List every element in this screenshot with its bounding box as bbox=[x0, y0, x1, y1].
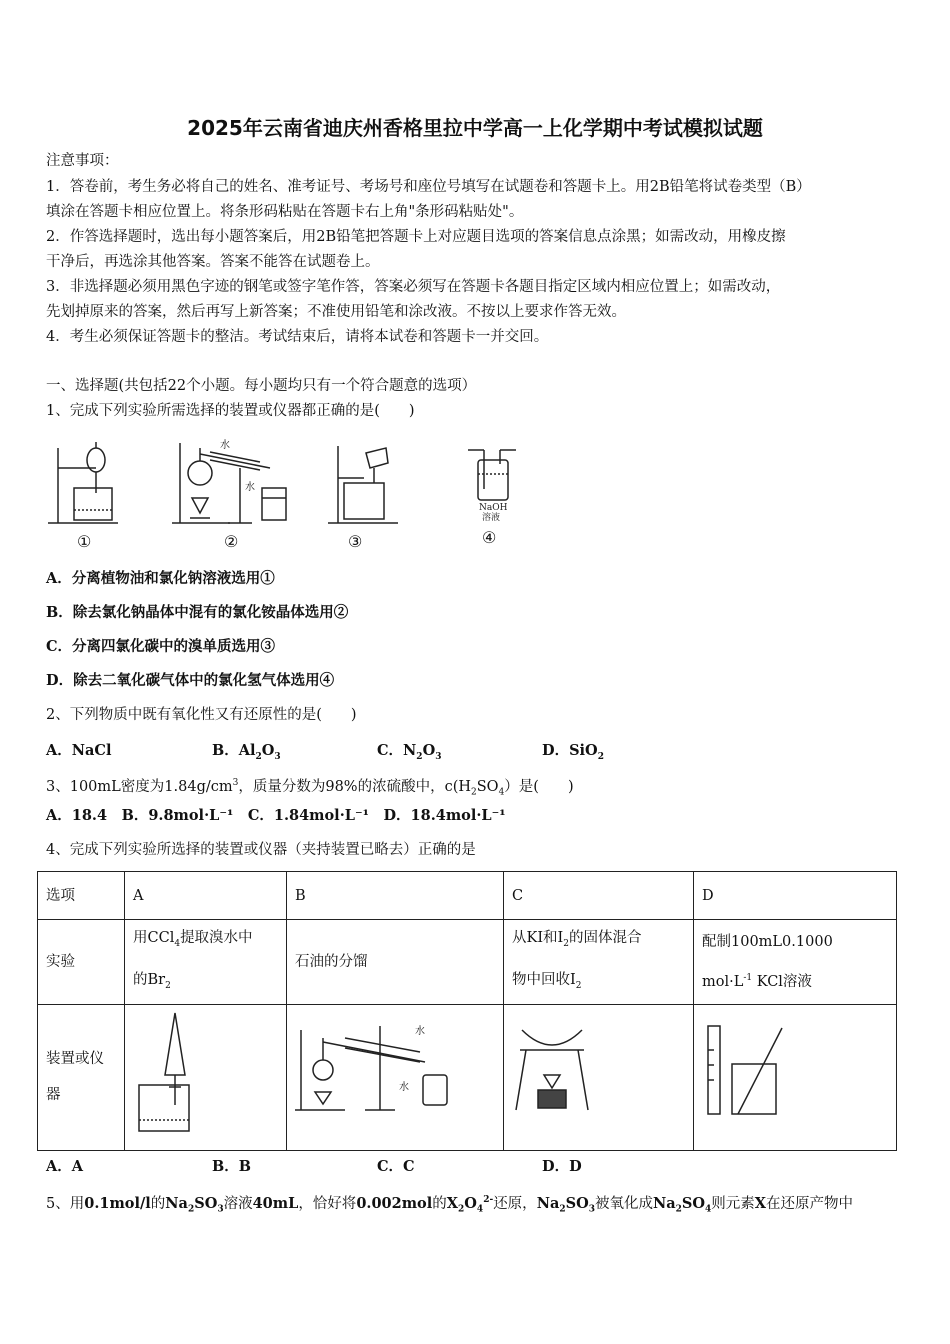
gas-washing-bottle-figure bbox=[460, 444, 524, 524]
evaporation-figure bbox=[326, 438, 406, 528]
separatory-funnel-figure bbox=[46, 438, 126, 528]
volumetric-figure bbox=[702, 1020, 792, 1120]
fig-water-label: 水 bbox=[220, 440, 230, 451]
table-cell bbox=[504, 1004, 694, 1150]
table-header-cell: D bbox=[694, 872, 897, 920]
table-header-cell: 选项 bbox=[38, 872, 125, 920]
table-cell: 装置或仪 器 bbox=[38, 1004, 125, 1150]
sublimation-figure bbox=[512, 1020, 592, 1120]
fig-naoh-label: NaOH bbox=[479, 503, 508, 513]
q1-option: D．除去二氧化碳气体中的氯化氢气体选用④ bbox=[46, 672, 335, 689]
q3-options: A．18.4 B．9.8mol·L⁻¹ C．1.84mol·L⁻¹ D．18.4mol·L⁻¹ bbox=[46, 807, 506, 824]
fig-water-label: 水 bbox=[399, 1082, 409, 1094]
section-heading: 一、选择题(共包括22个小题。每小题均只有一个符合题意的选项） bbox=[46, 378, 477, 394]
table-cell bbox=[694, 1004, 897, 1150]
table-header-cell: C bbox=[504, 872, 694, 920]
notice-line: 4．考生必须保证答题卡的整洁。考试结束后，请将本试卷和答题卡一并交回。 bbox=[46, 329, 549, 345]
notice-line: 干净后，再选涂其他答案。答案不能答在试题卷上。 bbox=[46, 254, 380, 270]
notice-line: 填涂在答题卡相应位置上。将条形码粘贴在答题卡右上角"条形码粘贴处"。 bbox=[46, 204, 524, 220]
table-cell bbox=[287, 1004, 504, 1150]
funnel-beaker-figure bbox=[133, 1005, 203, 1135]
notice-heading: 注意事项： bbox=[46, 153, 119, 169]
q1-option: B．除去氯化钠晶体中混有的氯化铵晶体选用② bbox=[46, 604, 349, 621]
q2-option-d: D．SiO$_2$ bbox=[542, 742, 604, 762]
q4-table bbox=[37, 871, 897, 1151]
table-cell: 配制100mL0.1000 $mol\cdot L^{-1}$ KCl溶液 bbox=[694, 920, 897, 1005]
table-row bbox=[38, 920, 897, 1005]
table-cell bbox=[125, 1004, 287, 1150]
table-header-cell: B bbox=[287, 872, 504, 920]
q2-option-c: C．$N_2O_3$ bbox=[377, 742, 442, 762]
table-row bbox=[38, 1004, 897, 1150]
page-title: 2025年云南省迪庆州香格里拉中学高一上化学期中考试模拟试题 bbox=[187, 116, 763, 140]
q4-option: D．D bbox=[542, 1158, 582, 1175]
figure-label: ① bbox=[77, 532, 92, 551]
table-cell: 石油的分馏 bbox=[287, 920, 504, 1005]
figure-label: ② bbox=[224, 532, 239, 551]
table-header-cell: A bbox=[125, 872, 287, 920]
q2-stem: 2、下列物质中既有氧化性又有还原性的是( ) bbox=[46, 707, 357, 723]
q3-stem: 3、100mL密度为$1.84g/cm^3$，质量分数为98%的浓硫酸中，$c(H_2SO_4)$是( ) bbox=[46, 778, 574, 798]
q2-option-b: B．$Al_2O_3$ bbox=[212, 742, 281, 762]
q4-option: B．B bbox=[212, 1158, 252, 1175]
notice-line: 2．作答选择题时，选出每小题答案后，用2B铅笔把答题卡上对应题目选项的答案信息点涂黑；如需改动，用橡皮擦 bbox=[46, 229, 786, 245]
figure-label: ③ bbox=[348, 532, 363, 551]
notice-line: 3．非选择题必须用黑色字迹的钢笔或签字笔作答，答案必须写在答题卡各题目指定区域内相应位置上；如需改动， bbox=[46, 279, 781, 295]
fig-water-label: 水 bbox=[245, 482, 255, 493]
q1-stem: 1、完成下列实验所需选择的装置或仪器都正确的是( ) bbox=[46, 403, 415, 419]
notice-line: 1．答卷前，考生务必将自己的姓名、准考证号、考场号和座位号填写在试题卷和答题卡上。用2B铅笔将试卷类型（B） bbox=[46, 179, 811, 195]
table-cell: 从KI和$I_2$的固体混合 物中回收$I_2$ bbox=[504, 920, 694, 1005]
q2-option-a: A．NaCl bbox=[46, 742, 112, 759]
fractional-distillation-figure bbox=[295, 1020, 475, 1120]
q4-stem: 4、完成下列实验所选择的装置或仪器（夹持装置已略去）正确的是 bbox=[46, 842, 476, 858]
figure-label: ④ bbox=[482, 528, 497, 547]
distillation-figure bbox=[170, 438, 300, 528]
table-cell: 用CCl$_4$提取溴水中 的$Br_2$ bbox=[125, 920, 287, 1005]
q5-stem: 5、用0.1mol/l的$Na_2SO_3$溶液40mL，恰好将0.002mol的$X_2O_4^{2-}$还原，$Na_2SO_3$被氧化成$Na_2SO_4$则元素X在还原产物中 bbox=[46, 1194, 854, 1215]
notice-line: 先划掉原来的答案，然后再写上新答案；不准使用铅笔和涂改液。不按以上要求作答无效。 bbox=[46, 304, 626, 320]
fig-naoh-label: 溶液 bbox=[482, 513, 501, 523]
q4-option: A．A bbox=[46, 1158, 84, 1175]
table-cell: 实验 bbox=[38, 920, 125, 1005]
q1-option: C．分离四氯化碳中的溴单质选用③ bbox=[46, 638, 276, 655]
q1-option: A．分离植物油和氯化钠溶液选用① bbox=[46, 570, 275, 587]
q4-option: C．C bbox=[377, 1158, 415, 1175]
table-row bbox=[38, 872, 897, 920]
fig-water-label: 水 bbox=[415, 1026, 425, 1038]
